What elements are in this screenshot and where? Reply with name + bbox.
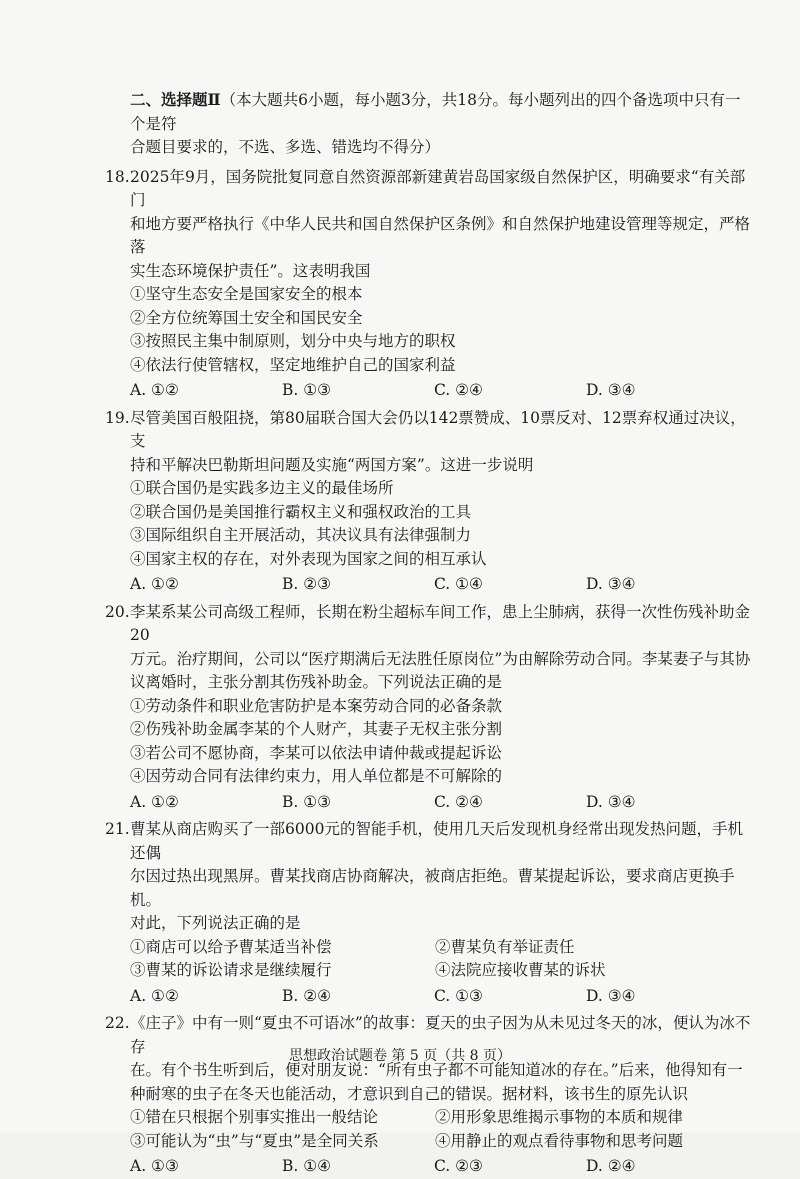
option-b[interactable]: B. ①③ <box>282 792 332 811</box>
answer-options <box>130 573 755 597</box>
question-stem: 对此，下列说法正确的是 <box>130 914 301 932</box>
page-footer: 思想政治试题卷 第 5 页（共 8 页） <box>288 1048 512 1064</box>
question-number: 18. <box>105 167 130 186</box>
statement: ④用静止的观点看待事物和思考问题 <box>435 1131 684 1150</box>
option-b[interactable]: B. ①③ <box>282 381 332 399</box>
question-stem: 万元。治疗期间，公司以“医疗期满后无法胜任原岗位”为由解除劳动合同。李某妻子与其协 <box>130 649 751 668</box>
option-a[interactable]: A. ①② <box>130 575 179 593</box>
option-a[interactable]: A. ①② <box>130 986 179 1005</box>
question-stem: 持和平解决巴勒斯坦问题及实施“两国方案”。这进一步说明 <box>130 455 534 474</box>
question-stem: 实生态环境保护责任”。这表明我国 <box>130 261 371 280</box>
option-c[interactable]: C. ②③ <box>434 1157 483 1175</box>
statement: ④依法行使管辖权，坚定地维护自己的国家利益 <box>130 355 456 374</box>
statement: ①错在只根据个别事实推出一般结论 <box>130 1108 379 1126</box>
question-stem: 曹某从商店购买了一部6000元的智能手机，使用几天后发现机身经常出现发热问题，手机还偶 <box>130 820 743 862</box>
question-22 <box>105 1012 755 1179</box>
statement: ①联合国仍是实践多边主义的最佳场所 <box>130 479 394 497</box>
section-description: （本大题共6小题，每小题3分，共18分。每小题列出的四个备选项中只有一个是符 <box>130 91 741 133</box>
statement: ②用形象思维揭示事物的本质和规律 <box>435 1108 684 1126</box>
answer-options <box>130 1155 755 1179</box>
statement-row <box>130 959 755 983</box>
option-b[interactable]: B. ②④ <box>282 986 332 1005</box>
section-header <box>130 88 755 160</box>
statement: ③曹某的诉讼请求是继续履行 <box>130 961 332 979</box>
option-a[interactable]: A. ①③ <box>130 1157 179 1175</box>
option-d[interactable]: D. ③④ <box>586 986 636 1005</box>
answer-options <box>130 791 755 815</box>
statement: ③按照民主集中制原则，划分中央与地方的职权 <box>130 332 456 350</box>
statement: ③可能认为“虫”与“夏虫”是全同关系 <box>130 1131 379 1150</box>
question-20 <box>105 601 755 815</box>
statement: ④法院应接收曹某的诉状 <box>435 961 606 979</box>
statement: ③若公司不愿协商，李某可以依法申请仲裁或提起诉讼 <box>130 743 503 762</box>
question-stem: 和地方要严格执行《中华人民共和国自然保护区条例》和自然保护地建设管理等规定，严格落 <box>130 214 751 256</box>
statement: ②伤残补助金属李某的个人财产，其妻子无权主张分割 <box>130 720 503 738</box>
option-a[interactable]: A. ①② <box>130 381 179 399</box>
statement: ②联合国仍是美国推行霸权主义和强权政治的工具 <box>130 502 472 521</box>
question-stem: 种耐寒的虫子在冬天也能活动，才意识到自己的错误。据材料，该书生的原先认识 <box>130 1084 689 1103</box>
question-stem: 尽管美国百般阻挠，第80届联合国大会仍以142票赞成、10票反对、12票弃权通过决议，支 <box>130 408 746 450</box>
exam-content <box>105 88 755 1179</box>
question-18 <box>105 166 755 403</box>
answer-options <box>130 379 755 403</box>
statement: ②曹某负有举证责任 <box>435 937 575 956</box>
question-19 <box>105 407 755 597</box>
statement: ④因劳动合同有法律约束力，用人单位都是不可解除的 <box>130 767 503 785</box>
statement: ②全方位统筹国土安全和国民安全 <box>130 308 363 327</box>
option-c[interactable]: C. ①④ <box>434 575 483 593</box>
question-stem: 李某系某公司高级工程师，长期在粉尘超标车间工作，患上尘肺病，获得一次性伤残补助金20 <box>130 602 751 644</box>
statement: ③国际组织自主开展活动，其决议具有法律强制力 <box>130 526 472 544</box>
question-stem: 议离婚时，主张分割其伤残补助金。下列说法正确的是 <box>130 673 503 691</box>
statement-row <box>130 1130 755 1154</box>
statement-row <box>130 1106 755 1130</box>
option-d[interactable]: D. ②④ <box>586 1157 636 1175</box>
question-stem: 2025年9月，国务院批复同意自然资源部新建黄岩岛国家级自然保护区，明确要求“有关部门 <box>130 167 746 209</box>
option-c[interactable]: C. ①③ <box>434 986 483 1005</box>
statement-row <box>130 936 755 960</box>
question-stem: 在。有个书生听到后，便对朋友说：“所有虫子都不可能知道冰的存在。”后来，他得知有一 <box>130 1061 743 1079</box>
question-number: 22. <box>105 1014 130 1032</box>
option-b[interactable]: B. ①④ <box>282 1157 332 1175</box>
option-d[interactable]: D. ③④ <box>586 792 636 811</box>
option-c[interactable]: C. ②④ <box>434 792 483 811</box>
question-number: 21. <box>105 820 130 838</box>
statement: ①商店可以给予曹某适当补偿 <box>130 937 332 956</box>
question-21 <box>105 818 755 1008</box>
question-number: 19. <box>105 408 130 427</box>
statement: ①劳动条件和职业危害防护是本案劳动合同的必备条款 <box>130 696 503 715</box>
option-a[interactable]: A. ①② <box>130 792 179 811</box>
option-d[interactable]: D. ③④ <box>586 381 636 399</box>
section-title: 二、选择题Ⅱ <box>130 90 221 109</box>
option-d[interactable]: D. ③④ <box>586 575 636 593</box>
question-number: 20. <box>105 602 130 621</box>
statement: ④国家主权的存在，对外表现为国家之间的相互承认 <box>130 549 487 568</box>
section-description-cont: 合题目要求的，不选、多选、错选均不得分） <box>130 138 441 156</box>
question-stem: 《庄子》中有一则“夏虫不可语冰”的故事：夏天的虫子因为从未见过冬天的冰，便认为冰不存 <box>130 1014 751 1056</box>
option-b[interactable]: B. ②③ <box>282 575 332 593</box>
question-stem: 尔因过热出现黑屏。曹某找商店协商解决，被商店拒绝。曹某提起诉讼，要求商店更换手机。 <box>130 867 735 909</box>
answer-options <box>130 985 755 1009</box>
statement: ①坚守生态安全是国家安全的根本 <box>130 285 363 303</box>
option-c[interactable]: C. ②④ <box>434 381 483 399</box>
